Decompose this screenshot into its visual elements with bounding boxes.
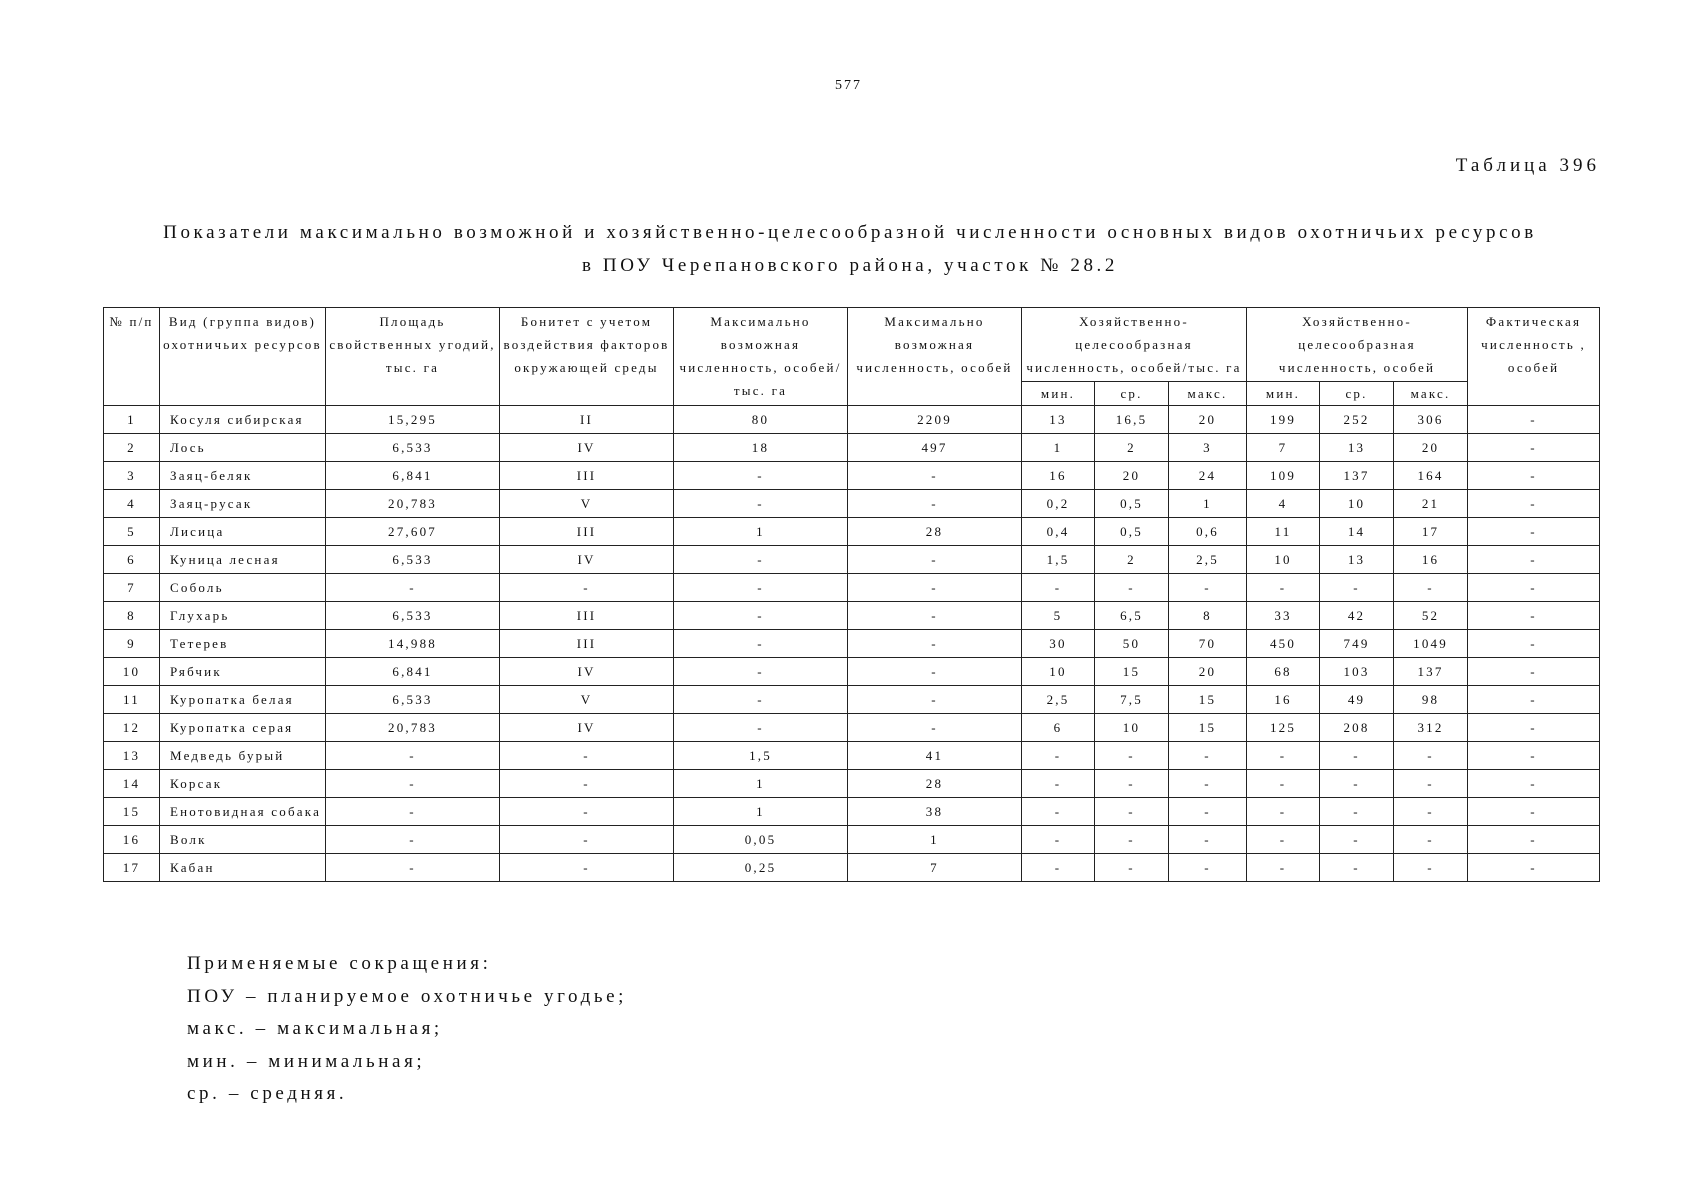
max-density-value: - [674,462,848,490]
econ-density-avg: - [1095,770,1169,798]
econ-count-max: 98 [1394,686,1468,714]
area-value: 20,783 [326,714,500,742]
econ-count-avg: 10 [1320,490,1394,518]
table-row [104,658,1600,686]
row-number: 9 [104,630,160,658]
area-value: 6,533 [326,686,500,714]
econ-density-min: 13 [1022,406,1095,434]
title-line-1: Показатели максимально возможной и хозяйственно-целесообразной численности основных видов охотничьих ресурсов [163,222,1537,243]
actual-count: - [1468,602,1600,630]
econ-density-min: - [1022,798,1095,826]
area-value: - [326,798,500,826]
actual-count: - [1468,406,1600,434]
econ-count-avg: - [1320,574,1394,602]
table-row [104,742,1600,770]
row-number: 16 [104,826,160,854]
max-density-value: - [674,630,848,658]
bonitet-value: - [500,770,674,798]
econ-count-max: 312 [1394,714,1468,742]
econ-count-max: - [1394,798,1468,826]
area-value: 14,988 [326,630,500,658]
econ-density-avg: 6,5 [1095,602,1169,630]
document-title [100,216,1600,282]
max-count-value: - [848,462,1022,490]
econ-count-avg: 14 [1320,518,1394,546]
bonitet-value: IV [500,546,674,574]
area-value: - [326,574,500,602]
table-row [104,574,1600,602]
econ-count-min: 33 [1247,602,1320,630]
species-name: Тетерев [160,630,326,658]
max-count-value: 28 [848,770,1022,798]
bonitet-value: IV [500,434,674,462]
econ-density-avg: - [1095,826,1169,854]
econ-count-min: 4 [1247,490,1320,518]
max-density-value: - [674,602,848,630]
actual-count: - [1468,770,1600,798]
species-name: Соболь [160,574,326,602]
table-row [104,826,1600,854]
table-row [104,602,1600,630]
econ-count-avg: - [1320,798,1394,826]
econ-density-avg: 20 [1095,462,1169,490]
table-body [104,406,1600,882]
area-value: 20,783 [326,490,500,518]
econ-count-min: 109 [1247,462,1320,490]
bonitet-value: V [500,490,674,518]
max-density-value: 0,05 [674,826,848,854]
species-name: Кабан [160,854,326,882]
econ-density-avg: 10 [1095,714,1169,742]
econ-count-max: 306 [1394,406,1468,434]
table-row [104,770,1600,798]
econ-count-min: 16 [1247,686,1320,714]
max-density-value: - [674,490,848,518]
area-value: 6,841 [326,658,500,686]
header-econ-density: Хозяйственно-целесообразная численность, особей/тыс. га [1022,308,1247,382]
legend-item: ср. – средняя. [187,1083,348,1104]
row-number: 7 [104,574,160,602]
actual-count: - [1468,462,1600,490]
econ-count-avg: - [1320,742,1394,770]
header-count-min: мин. [1247,382,1320,406]
legend-heading: Применяемые сокращения: [187,953,492,974]
econ-count-avg: 42 [1320,602,1394,630]
econ-count-avg: 208 [1320,714,1394,742]
area-value: 27,607 [326,518,500,546]
econ-count-min: 68 [1247,658,1320,686]
econ-count-avg: 49 [1320,686,1394,714]
bonitet-value: III [500,462,674,490]
species-name: Заяц-русак [160,490,326,518]
econ-count-avg: - [1320,826,1394,854]
row-number: 11 [104,686,160,714]
econ-count-max: - [1394,742,1468,770]
header-density-min: мин. [1022,382,1095,406]
species-name: Медведь бурый [160,742,326,770]
econ-density-avg: - [1095,798,1169,826]
max-count-value: 28 [848,518,1022,546]
species-name: Глухарь [160,602,326,630]
max-count-value: - [848,686,1022,714]
header-area: Площадь свойственных угодий, тыс. га [326,308,500,406]
area-value: 6,533 [326,602,500,630]
header-density-avg: ср. [1095,382,1169,406]
species-name: Корсак [160,770,326,798]
row-number: 2 [104,434,160,462]
econ-density-max: 20 [1169,658,1247,686]
species-name: Куропатка серая [160,714,326,742]
species-name: Лось [160,434,326,462]
bonitet-value: - [500,742,674,770]
econ-count-avg: 13 [1320,546,1394,574]
max-density-value: 80 [674,406,848,434]
econ-density-avg: - [1095,574,1169,602]
econ-density-avg: 16,5 [1095,406,1169,434]
econ-density-avg: 15 [1095,658,1169,686]
econ-count-min: - [1247,574,1320,602]
econ-density-max: - [1169,742,1247,770]
table-row [104,406,1600,434]
table-row [104,854,1600,882]
econ-density-max: - [1169,798,1247,826]
max-density-value: - [674,714,848,742]
table-header [104,308,1600,406]
area-value: 6,533 [326,546,500,574]
header-max-count: Максимально возможная численность, особей [848,308,1022,406]
econ-density-min: - [1022,770,1095,798]
header-count-avg: ср. [1320,382,1394,406]
max-density-value: 1,5 [674,742,848,770]
row-number: 17 [104,854,160,882]
econ-density-max: 70 [1169,630,1247,658]
table-row [104,546,1600,574]
econ-density-max: 2,5 [1169,546,1247,574]
legend-item: макс. – максимальная; [187,1018,443,1039]
max-count-value: - [848,602,1022,630]
actual-count: - [1468,686,1600,714]
bonitet-value: V [500,686,674,714]
econ-density-max: - [1169,854,1247,882]
species-name: Косуля сибирская [160,406,326,434]
actual-count: - [1468,490,1600,518]
econ-density-avg: - [1095,742,1169,770]
max-density-value: - [674,546,848,574]
bonitet-value: II [500,406,674,434]
econ-density-max: 15 [1169,686,1247,714]
bonitet-value: IV [500,658,674,686]
econ-density-avg: 0,5 [1095,518,1169,546]
header-max-density: Максимально возможная численность, особей/тыс. га [674,308,848,406]
max-count-value: - [848,574,1022,602]
species-name: Лисица [160,518,326,546]
econ-count-max: 21 [1394,490,1468,518]
max-count-value: - [848,658,1022,686]
econ-count-min: 450 [1247,630,1320,658]
econ-count-avg: 103 [1320,658,1394,686]
econ-count-max: - [1394,854,1468,882]
title-line-2: в ПОУ Черепановского района, участок № 28.2 [582,255,1118,276]
econ-density-max: 20 [1169,406,1247,434]
actual-count: - [1468,630,1600,658]
econ-density-max: 0,6 [1169,518,1247,546]
actual-count: - [1468,434,1600,462]
econ-density-max: - [1169,826,1247,854]
max-density-value: 1 [674,518,848,546]
econ-density-avg: 2 [1095,546,1169,574]
header-actual: Фактическая численность , особей [1468,308,1600,406]
actual-count: - [1468,714,1600,742]
row-number: 14 [104,770,160,798]
table-row [104,518,1600,546]
bonitet-value: - [500,798,674,826]
header-density-max: макс. [1169,382,1247,406]
row-number: 6 [104,546,160,574]
max-count-value: - [848,490,1022,518]
legend-item: мин. – минимальная; [187,1050,426,1072]
bonitet-value: III [500,602,674,630]
econ-density-min: - [1022,826,1095,854]
econ-density-max: 8 [1169,602,1247,630]
max-density-value: 0,25 [674,854,848,882]
econ-density-min: 10 [1022,658,1095,686]
area-value: 15,295 [326,406,500,434]
econ-density-min: 6 [1022,714,1095,742]
max-density-value: 1 [674,798,848,826]
max-count-value: 7 [848,854,1022,882]
header-bonitet: Бонитет с учетом воздействия факторов окружающей среды [500,308,674,406]
header-count-max: макс. [1394,382,1468,406]
row-number: 10 [104,658,160,686]
econ-count-min: 199 [1247,406,1320,434]
econ-count-min: 10 [1247,546,1320,574]
econ-count-max: 52 [1394,602,1468,630]
table-row [104,714,1600,742]
econ-count-max: 1049 [1394,630,1468,658]
actual-count: - [1468,574,1600,602]
bonitet-value: III [500,630,674,658]
econ-count-max: - [1394,826,1468,854]
econ-count-max: 16 [1394,546,1468,574]
max-count-value: 1 [848,826,1022,854]
max-count-value: - [848,714,1022,742]
econ-count-avg: - [1320,854,1394,882]
econ-density-min: - [1022,854,1095,882]
row-number: 1 [104,406,160,434]
econ-density-min: 1,5 [1022,546,1095,574]
row-number: 4 [104,490,160,518]
table-row [104,462,1600,490]
species-name: Волк [160,826,326,854]
table-row [104,434,1600,462]
econ-density-avg: 7,5 [1095,686,1169,714]
econ-density-min: 30 [1022,630,1095,658]
area-value: - [326,770,500,798]
table-label: Таблица 396 [1455,155,1600,176]
econ-density-min: - [1022,742,1095,770]
bonitet-value: - [500,826,674,854]
econ-count-max: - [1394,770,1468,798]
table-row [104,686,1600,714]
species-name: Куропатка белая [160,686,326,714]
bonitet-value: IV [500,714,674,742]
econ-density-max: - [1169,574,1247,602]
species-name: Заяц-беляк [160,462,326,490]
max-density-value: - [674,658,848,686]
area-value: 6,841 [326,462,500,490]
econ-density-avg: 2 [1095,434,1169,462]
econ-count-min: - [1247,742,1320,770]
econ-density-min: 1 [1022,434,1095,462]
legend-item: ПОУ – планируемое охотничье угодье; [187,985,628,1007]
area-value: 6,533 [326,434,500,462]
actual-count: - [1468,798,1600,826]
econ-count-min: 125 [1247,714,1320,742]
max-count-value: 497 [848,434,1022,462]
econ-density-avg: 50 [1095,630,1169,658]
page-number: 577 [835,78,862,93]
actual-count: - [1468,546,1600,574]
econ-count-max: 137 [1394,658,1468,686]
econ-count-min: - [1247,770,1320,798]
abbreviations-legend [187,948,627,1111]
header-econ-count: Хозяйственно-целесообразная численность, особей [1247,308,1468,382]
row-number: 5 [104,518,160,546]
max-count-value: - [848,630,1022,658]
econ-count-max: - [1394,574,1468,602]
econ-density-max: - [1169,770,1247,798]
max-density-value: - [674,574,848,602]
species-name: Рябчик [160,658,326,686]
econ-density-avg: 0,5 [1095,490,1169,518]
econ-density-avg: - [1095,854,1169,882]
econ-count-avg: 137 [1320,462,1394,490]
data-table [103,307,1600,882]
species-name: Енотовидная собака [160,798,326,826]
econ-count-max: 17 [1394,518,1468,546]
econ-density-min: 5 [1022,602,1095,630]
econ-count-avg: - [1320,770,1394,798]
max-count-value: - [848,546,1022,574]
table-row [104,490,1600,518]
actual-count: - [1468,518,1600,546]
species-name: Куница лесная [160,546,326,574]
table-row [104,798,1600,826]
econ-density-min: - [1022,574,1095,602]
max-density-value: - [674,686,848,714]
econ-count-max: 20 [1394,434,1468,462]
econ-count-min: 7 [1247,434,1320,462]
row-number: 15 [104,798,160,826]
econ-count-min: - [1247,826,1320,854]
actual-count: - [1468,742,1600,770]
econ-count-min: - [1247,798,1320,826]
bonitet-value: - [500,574,674,602]
econ-count-min: 11 [1247,518,1320,546]
actual-count: - [1468,826,1600,854]
max-count-value: 38 [848,798,1022,826]
header-species: Вид (группа видов) охотничьих ресурсов [160,308,326,406]
header-number: № п/п [104,308,160,406]
econ-count-avg: 749 [1320,630,1394,658]
row-number: 13 [104,742,160,770]
max-count-value: 41 [848,742,1022,770]
econ-density-max: 15 [1169,714,1247,742]
econ-density-min: 0,2 [1022,490,1095,518]
econ-density-max: 1 [1169,490,1247,518]
actual-count: - [1468,658,1600,686]
area-value: - [326,854,500,882]
econ-count-avg: 13 [1320,434,1394,462]
max-density-value: 1 [674,770,848,798]
econ-density-max: 24 [1169,462,1247,490]
area-value: - [326,742,500,770]
row-number: 8 [104,602,160,630]
area-value: - [326,826,500,854]
econ-count-max: 164 [1394,462,1468,490]
econ-density-min: 0,4 [1022,518,1095,546]
max-density-value: 18 [674,434,848,462]
bonitet-value: III [500,518,674,546]
econ-density-max: 3 [1169,434,1247,462]
econ-count-min: - [1247,854,1320,882]
econ-count-avg: 252 [1320,406,1394,434]
row-number: 3 [104,462,160,490]
bonitet-value: - [500,854,674,882]
row-number: 12 [104,714,160,742]
max-count-value: 2209 [848,406,1022,434]
table-row [104,630,1600,658]
econ-density-min: 16 [1022,462,1095,490]
actual-count: - [1468,854,1600,882]
econ-density-min: 2,5 [1022,686,1095,714]
